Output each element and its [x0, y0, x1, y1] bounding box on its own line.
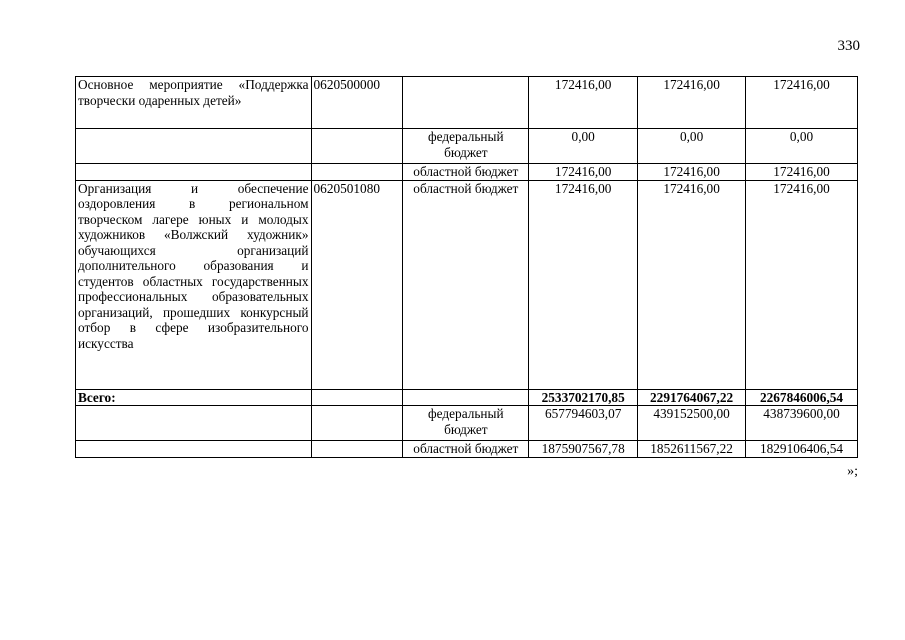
row-code: [311, 406, 403, 441]
row-value-1: 2533702170,85: [529, 389, 638, 406]
row-description: Организация и обеспечение оздоровления в региональном творческом лагере юных и молодых художников «Волжский художник» обучающихся организаций дополнительного образования и студентов областных государственных профессиональных образовательных организаций, прошедших конкурсный отбор в сфере изобразительного искусства: [76, 180, 312, 389]
row-value-1: 657794603,07: [529, 406, 638, 441]
table-row: [76, 129, 858, 164]
row-value-3: 172416,00: [746, 180, 858, 389]
row-value-2: 439152500,00: [638, 406, 746, 441]
row-value-3: 172416,00: [746, 77, 858, 129]
row-value-3: 172416,00: [746, 164, 858, 181]
table-row: [76, 180, 858, 389]
row-value-2: 172416,00: [638, 77, 746, 129]
row-code: [311, 129, 403, 164]
row-description: Основное мероприятие «Поддержка творчески одаренных детей»: [76, 77, 312, 129]
row-value-2: 2291764067,22: [638, 389, 746, 406]
row-value-2: 172416,00: [638, 180, 746, 389]
row-funding-source: федеральный бюджет: [403, 129, 529, 164]
row-value-1: 1875907567,78: [529, 441, 638, 458]
row-funding-source: областной бюджет: [403, 441, 529, 458]
row-code: [311, 389, 403, 406]
row-value-1: 172416,00: [529, 164, 638, 181]
row-value-2: 0,00: [638, 129, 746, 164]
row-funding-source: областной бюджет: [403, 180, 529, 389]
row-funding-source: [403, 389, 529, 406]
closing-quote-mark: »;: [847, 464, 858, 479]
table-row: [76, 164, 858, 181]
row-funding-source: [403, 77, 529, 129]
row-value-1: 172416,00: [529, 180, 638, 389]
row-description: Всего:: [76, 389, 312, 406]
row-code: [311, 164, 403, 181]
budget-table: [75, 76, 858, 458]
row-description: [76, 129, 312, 164]
row-funding-source: федеральный бюджет: [403, 406, 529, 441]
page-number: 330: [837, 38, 860, 54]
row-value-3: 1829106406,54: [746, 441, 858, 458]
table-row-total: [76, 389, 858, 406]
row-code: [311, 441, 403, 458]
row-value-3: 0,00: [746, 129, 858, 164]
row-value-2: 1852611567,22: [638, 441, 746, 458]
row-value-1: 172416,00: [529, 77, 638, 129]
row-funding-source: областной бюджет: [403, 164, 529, 181]
row-code: 0620501080: [311, 180, 403, 389]
row-code: 0620500000: [311, 77, 403, 129]
table-row: [76, 406, 858, 441]
row-value-2: 172416,00: [638, 164, 746, 181]
table-row: [76, 441, 858, 458]
row-value-1: 0,00: [529, 129, 638, 164]
row-value-3: 2267846006,54: [746, 389, 858, 406]
row-description: [76, 406, 312, 441]
row-value-3: 438739600,00: [746, 406, 858, 441]
row-description: [76, 441, 312, 458]
table-row: [76, 77, 858, 129]
row-description: [76, 164, 312, 181]
